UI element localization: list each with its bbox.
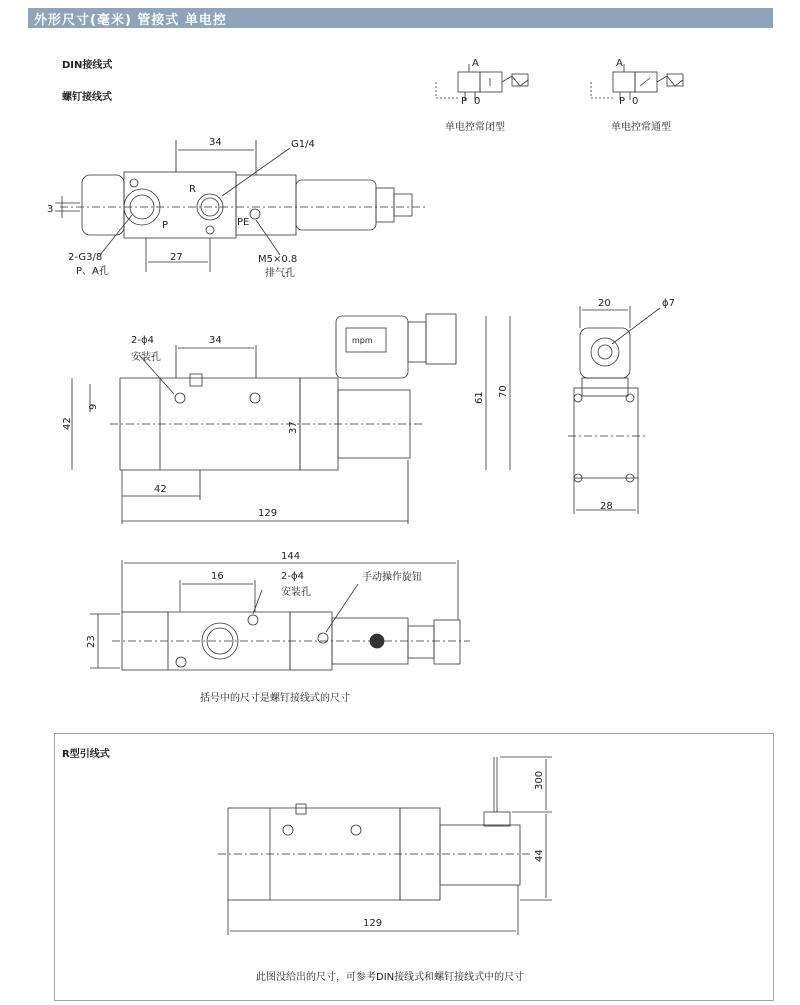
nc-port-p: P xyxy=(461,96,468,107)
side-phi7: ϕ7 xyxy=(662,298,675,309)
front-dim-70: 70 xyxy=(498,385,509,398)
front-dim-37: 37 xyxy=(288,421,299,434)
top-view-drawing xyxy=(47,137,425,279)
note-reference: 此图没给出的尺寸，可参考DIN接线式和螺钉接线式中的尺寸 xyxy=(256,972,525,983)
screw-label: 螺钉接线式 xyxy=(62,92,112,103)
top-m5: M5×0.8 xyxy=(258,254,298,265)
bottom-mount: 安装孔 xyxy=(281,587,311,598)
no-label: 单电控常通型 xyxy=(611,122,671,133)
front-dim-42v: 42 xyxy=(62,417,73,430)
top-pa-holes: P、A孔 xyxy=(76,266,109,277)
top-exhaust: 排气孔 xyxy=(265,268,295,279)
front-mpm-logo: mpm xyxy=(352,336,373,345)
front-dim-61: 61 xyxy=(474,391,485,404)
nc-port-0: 0 xyxy=(474,96,481,107)
bottom-phi4: 2-ϕ4 xyxy=(281,571,304,582)
top-g38: 2-G3/8 xyxy=(68,252,103,263)
top-dim-3: 3 xyxy=(47,204,54,215)
side-dim-20: 20 xyxy=(598,298,611,309)
din-label: DIN接线式 xyxy=(62,60,113,71)
front-dim-129: 129 xyxy=(258,508,278,519)
symbol-normally-closed xyxy=(436,58,528,107)
top-port-r: R xyxy=(189,184,196,195)
front-phi4: 2-ϕ4 xyxy=(131,335,154,346)
header-title: 外形尺寸(毫米) 管接式 单电控 xyxy=(34,13,227,28)
no-port-p: P xyxy=(619,96,626,107)
r-dim-300: 300 xyxy=(534,770,545,790)
top-dim-34: 34 xyxy=(209,137,222,148)
nc-port-a: A xyxy=(472,58,479,69)
r-dim-129: 129 xyxy=(363,918,383,929)
no-port-0: 0 xyxy=(632,96,639,107)
side-dim-28: 28 xyxy=(600,501,613,512)
bottom-dim-16: 16 xyxy=(211,571,224,582)
r-view-drawing xyxy=(218,757,552,935)
front-dim-42h: 42 xyxy=(154,484,167,495)
nc-label: 单电控常闭型 xyxy=(445,122,505,133)
front-mount: 安装孔 xyxy=(131,352,161,363)
no-port-a: A xyxy=(616,58,623,69)
bottom-view-drawing xyxy=(86,551,470,670)
top-dim-27: 27 xyxy=(170,252,183,263)
bottom-dim-23: 23 xyxy=(86,635,97,648)
top-port-pe: PE xyxy=(237,217,250,228)
r-dim-44: 44 xyxy=(534,849,545,862)
note-bracket: 括号中的尺寸是螺钉接线式的尺寸 xyxy=(200,693,350,704)
front-dim-34: 34 xyxy=(209,335,222,346)
bottom-dim-144: 144 xyxy=(281,551,301,562)
top-g14: G1/4 xyxy=(291,139,315,150)
front-view-drawing xyxy=(62,314,510,524)
top-port-p: P xyxy=(162,220,169,231)
r-type-label: R型引线式 xyxy=(62,749,110,760)
side-view-drawing xyxy=(568,298,675,514)
symbol-normally-open xyxy=(591,58,683,107)
front-dim-9: 9 xyxy=(88,403,99,410)
bottom-knob: 手动操作旋钮 xyxy=(362,572,422,583)
